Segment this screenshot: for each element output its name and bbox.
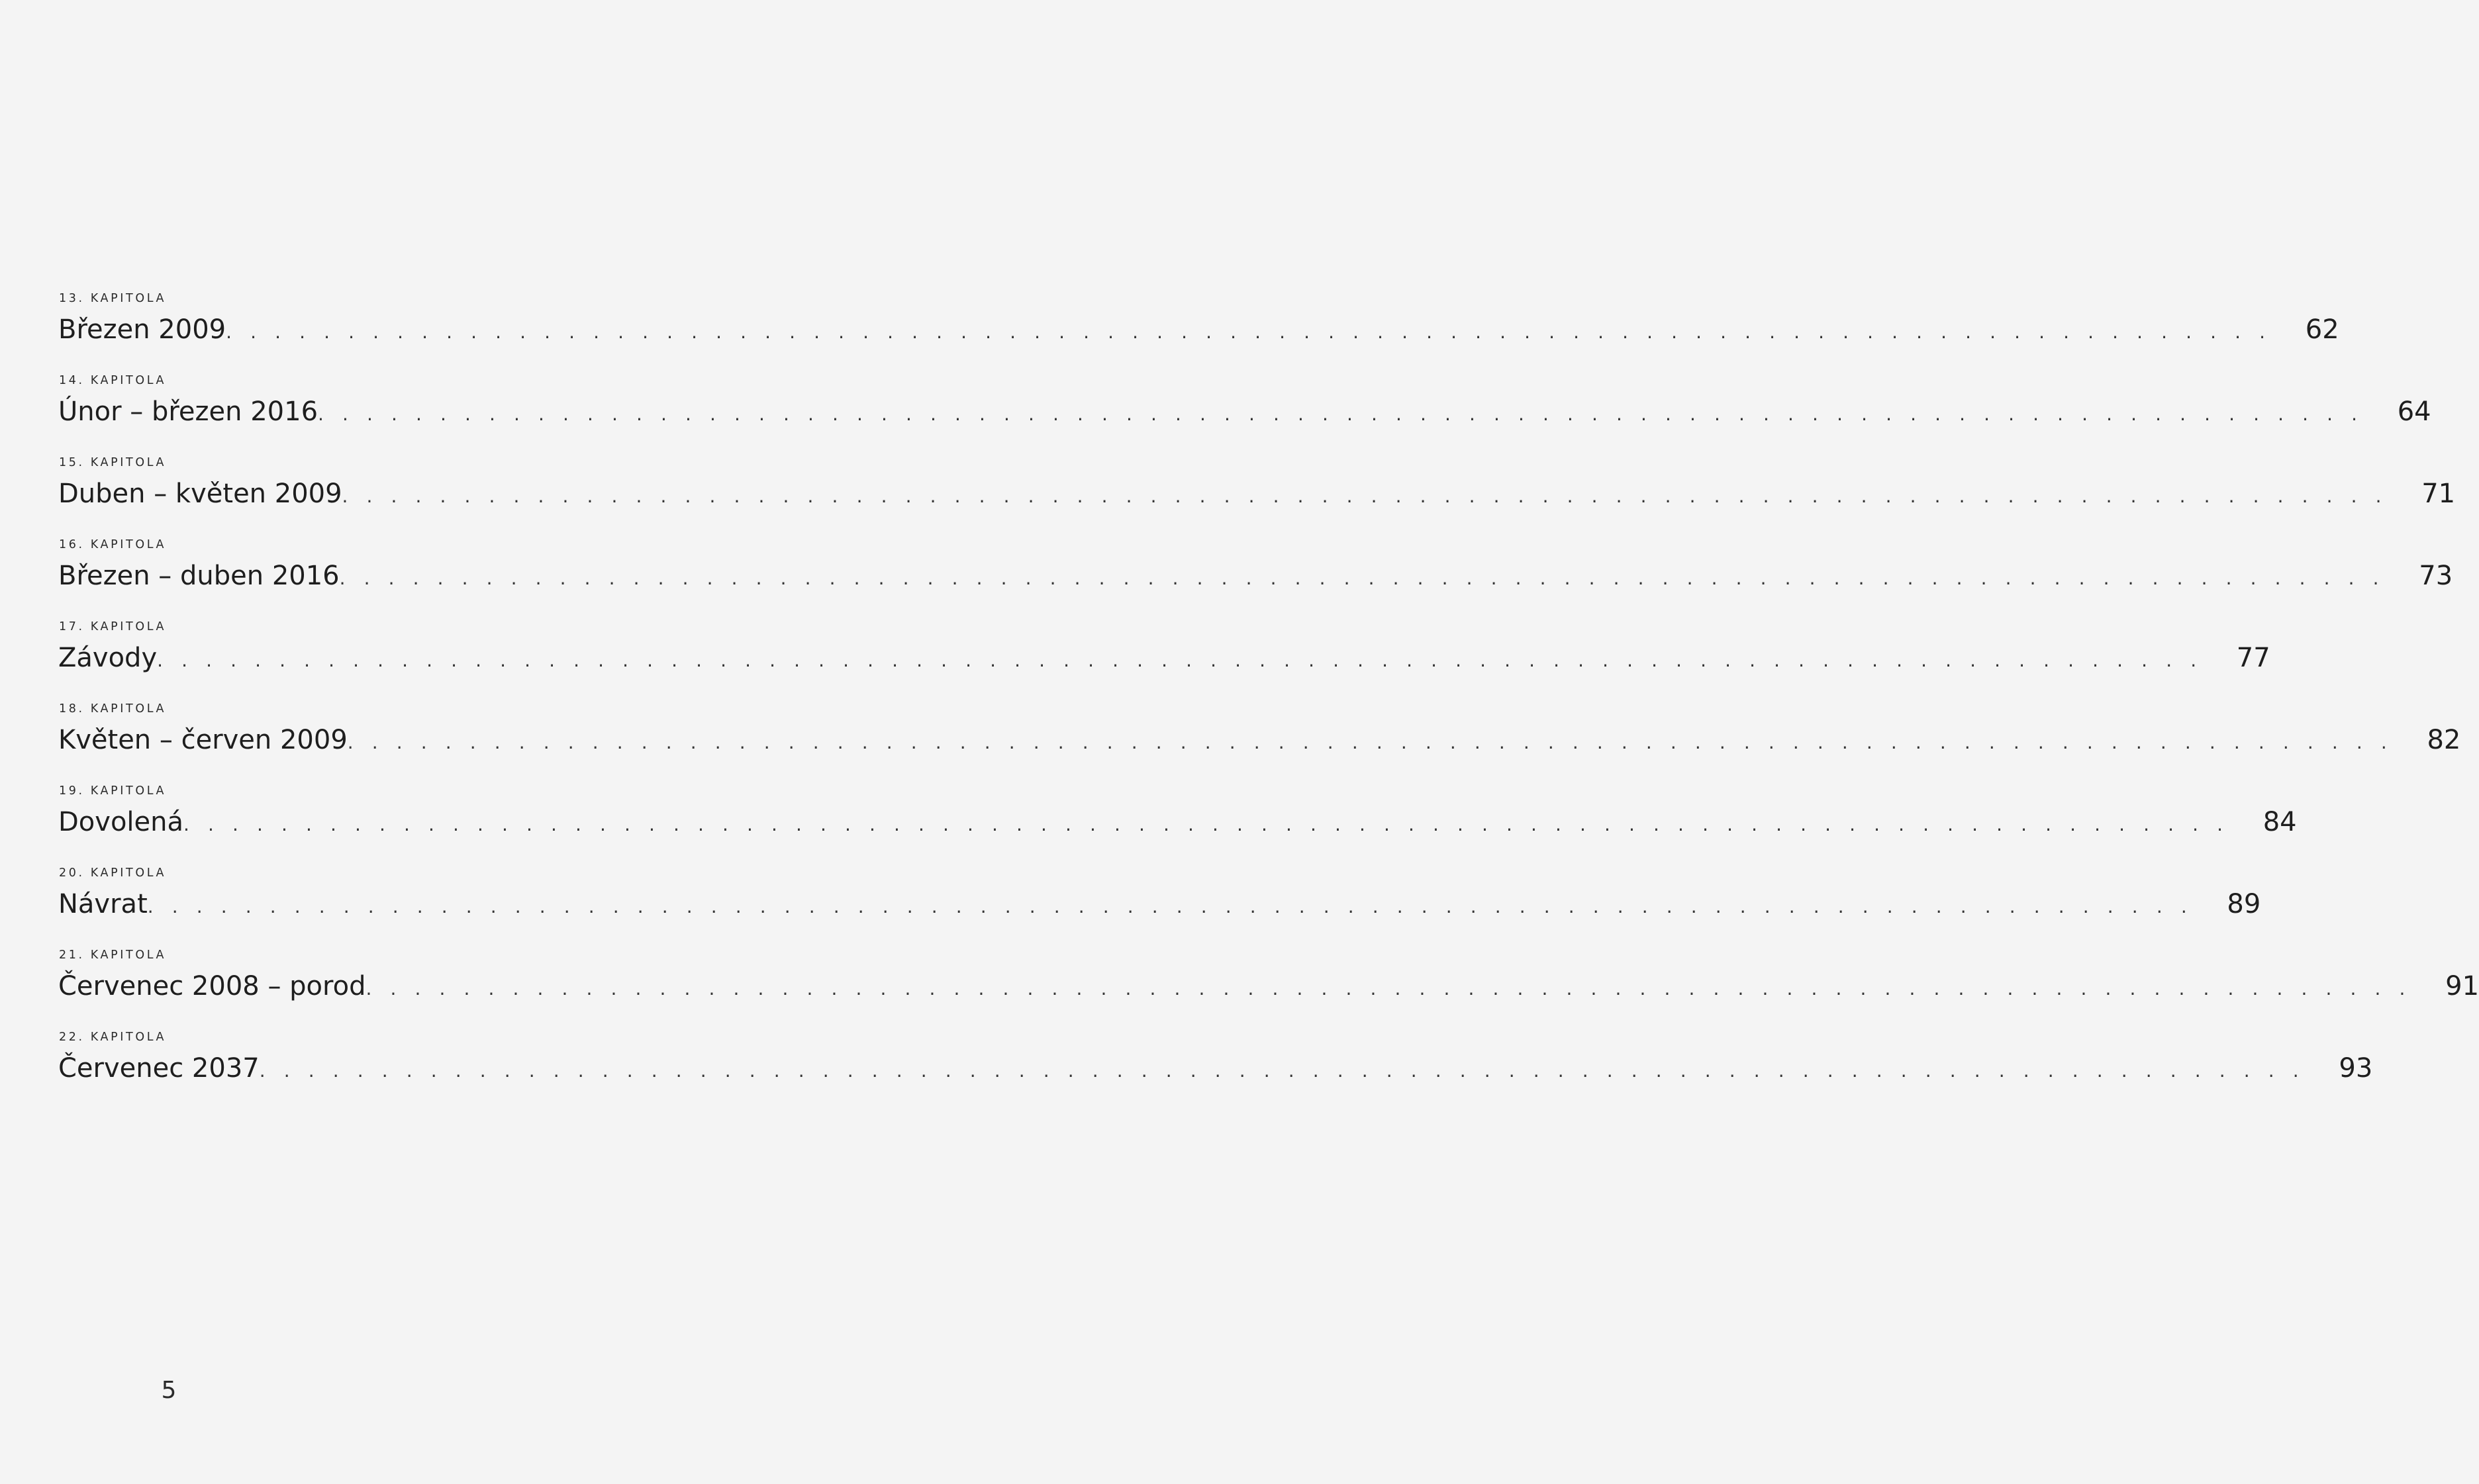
page-ref: 84 [2262,807,2297,837]
page-number: 5 [161,1377,177,1404]
chapter-title: Březen – duben 2016 [58,561,340,591]
chapter-title: Únor – březen 2016 [58,396,318,427]
chapter-title: Květen – červen 2009 [58,725,348,755]
chapter-title: Dovolená [58,807,184,837]
toc-row [58,887,2261,921]
dot-leader: . . . . . . . . . . . . . . . . . . . . . . . . . . . . . . . . . . . . . . . . . . . . . . . . . . . . . . . . . . . . . . . . . . . . . . . . . . . . . . . . . . . . [183,813,2229,835]
dot-leader: . . . . . . . . . . . . . . . . . . . . . . . . . . . . . . . . . . . . . . . . . . . . . . . . . . . . . . . . . . . . . . . . . . . . . . . . . . . . . . . . . . . . [226,321,2272,343]
chapter-title: Závody [58,643,158,673]
toc-entry-21[interactable] [58,947,2479,1029]
dot-leader: . . . . . . . . . . . . . . . . . . . . . . . . . . . . . . . . . . . . . . . . . . . . . . . . . . . . . . . . . . . . . . . . . . . . . . . . . . . . . . . . . . . . [157,649,2203,671]
dot-leader: . . . . . . . . . . . . . . . . . . . . . . . . . . . . . . . . . . . . . . . . . . . . . . . . . . . . . . . . . . . . . . . . . . . . . . . . . . . . . . . . . . . . [318,403,2364,425]
dot-leader: . . . . . . . . . . . . . . . . . . . . . . . . . . . . . . . . . . . . . . . . . . . . . . . . . . . . . . . . . . . . . . . . . . . . . . . . . . . . . . . . . . . . [342,485,2388,507]
toc-row [58,641,2270,675]
toc-entry-19[interactable] [58,782,2297,864]
toc-entry-22[interactable] [58,1029,2373,1111]
chapter-label: 15. KAPITOLA [59,456,167,469]
page-ref: 71 [2421,479,2456,509]
toc-entry-13[interactable] [58,290,2339,372]
toc-row [58,394,2431,429]
page-ref: 89 [2227,889,2261,919]
chapter-label: 16. KAPITOLA [59,538,167,551]
chapter-title: Březen 2009 [58,314,226,345]
page-ref: 91 [2445,971,2479,1001]
page-ref: 82 [2427,725,2461,755]
chapter-label: 18. KAPITOLA [59,702,167,716]
dot-leader: . . . . . . . . . . . . . . . . . . . . . . . . . . . . . . . . . . . . . . . . . . . . . . . . . . . . . . . . . . . . . . . . . . . . . . . . . . . . . . . . . . . . [347,731,2394,753]
dot-leader: . . . . . . . . . . . . . . . . . . . . . . . . . . . . . . . . . . . . . . . . . . . . . . . . . . . . . . . . . . . . . . . . . . . . . . . . . . . . . . . . . . . . [147,896,2194,917]
toc-entry-17[interactable] [58,618,2270,700]
chapter-label: 22. KAPITOLA [59,1031,167,1044]
chapter-label: 21. KAPITOLA [59,949,167,962]
chapter-label: 17. KAPITOLA [59,620,167,633]
toc-row [58,559,2453,593]
chapter-title: Červenec 2037 [58,1053,260,1084]
toc-row [58,1051,2373,1086]
chapter-label: 13. KAPITOLA [59,292,167,305]
chapter-title: Červenec 2008 – porod [58,971,366,1001]
toc-row [58,477,2456,511]
dot-leader: . . . . . . . . . . . . . . . . . . . . . . . . . . . . . . . . . . . . . . . . . . . . . . . . . . . . . . . . . . . . . . . . . . . . . . . . . . . . . . . . . . . . [339,567,2386,589]
chapter-label: 20. KAPITOLA [59,866,167,880]
toc-entry-16[interactable] [58,536,2453,618]
toc-row [58,969,2479,1003]
chapter-label: 19. KAPITOLA [59,784,167,798]
page-ref: 73 [2419,561,2453,591]
toc-entry-20[interactable] [58,864,2261,947]
toc-entry-15[interactable] [58,454,2456,536]
page-ref: 62 [2305,314,2339,345]
toc-row [58,805,2297,839]
chapter-title: Návrat [58,889,148,919]
toc-entry-18[interactable] [58,700,2461,782]
dot-leader: . . . . . . . . . . . . . . . . . . . . . . . . . . . . . . . . . . . . . . . . . . . . . . . . . . . . . . . . . . . . . . . . . . . . . . . . . . . . . . . . . . . . [365,978,2412,999]
toc-entry-14[interactable] [58,372,2431,454]
chapter-title: Duben – květen 2009 [58,479,342,509]
page-ref: 77 [2236,643,2270,673]
chapter-label: 14. KAPITOLA [59,374,167,387]
toc-row [58,723,2461,757]
page-ref: 64 [2397,396,2431,427]
toc-row [58,312,2339,347]
table-of-contents [58,290,2479,1111]
dot-leader: . . . . . . . . . . . . . . . . . . . . . . . . . . . . . . . . . . . . . . . . . . . . . . . . . . . . . . . . . . . . . . . . . . . . . . . . . . . . . . . . . . . . [259,1060,2306,1082]
page-ref: 93 [2339,1053,2373,1084]
